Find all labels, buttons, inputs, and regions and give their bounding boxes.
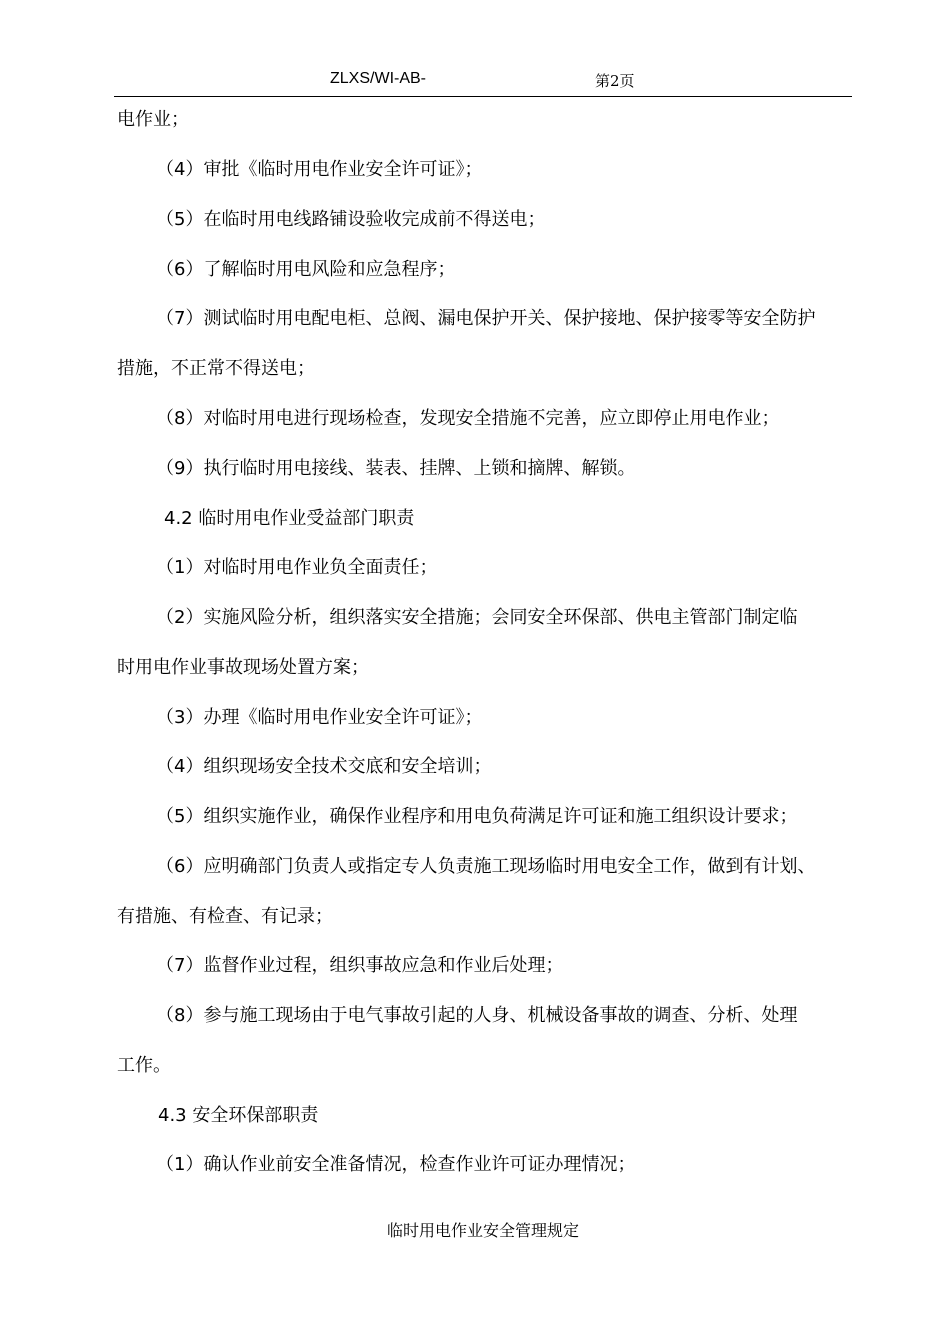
paragraph-line: 有措施、有检查、有记录；: [117, 906, 333, 927]
paragraph-line: （1）确认作业前安全准备情况，检查作业许可证办理情况；: [156, 1154, 636, 1175]
paragraph-line: （2）实施风险分析，组织落实安全措施；会同安全环保部、供电主管部门制定临: [156, 607, 798, 628]
paragraph-line: 时用电作业事故现场处置方案；: [117, 657, 369, 678]
paragraph-line: （8）对临时用电进行现场检查，发现安全措施不完善，应立即停止用电作业；: [156, 408, 780, 429]
paragraph-line: （7）测试临时用电配电柜、总阀、漏电保护开关、保护接地、保护接零等安全防护: [156, 308, 816, 329]
document-code: ZLXS/WI-AB-: [330, 70, 427, 87]
paragraph-line: （8）参与施工现场由于电气事故引起的人身、机械设备事故的调查、分析、处理: [156, 1005, 798, 1026]
paragraph-line: 工作。: [117, 1055, 171, 1076]
paragraph-line: （7）监督作业过程，组织事故应急和作业后处理；: [156, 955, 564, 976]
paragraph-line: 电作业；: [117, 109, 189, 130]
paragraph-line: （6）了解临时用电风险和应急程序；: [156, 259, 456, 280]
section-heading: 4.3 安全环保部职责: [158, 1105, 319, 1126]
paragraph-line: （5）在临时用电线路铺设验收完成前不得送电；: [156, 209, 546, 230]
paragraph-line: （3）办理《临时用电作业安全许可证》；: [156, 707, 483, 728]
paragraph-line: （1）对临时用电作业负全面责任；: [156, 557, 438, 578]
paragraph-line: （4）组织现场安全技术交底和安全培训；: [156, 756, 492, 777]
paragraph-line: （6）应明确部门负责人或指定专人负责施工现场临时用电安全工作，做到有计划、: [156, 856, 816, 877]
paragraph-line: （5）组织实施作业，确保作业程序和用电负荷满足许可证和施工组织设计要求；: [156, 806, 798, 827]
section-heading: 4.2 临时用电作业受益部门职责: [164, 508, 415, 529]
page-number: 第2页: [595, 72, 635, 90]
paragraph-line: （9）执行临时用电接线、装表、挂牌、上锁和摘牌、解锁。: [156, 458, 636, 479]
paragraph-line: （4）审批《临时用电作业安全许可证》；: [156, 159, 483, 180]
page-footer-title: 临时用电作业安全管理规定: [386, 1221, 579, 1240]
paragraph-line: 措施，不正常不得送电；: [117, 358, 315, 379]
